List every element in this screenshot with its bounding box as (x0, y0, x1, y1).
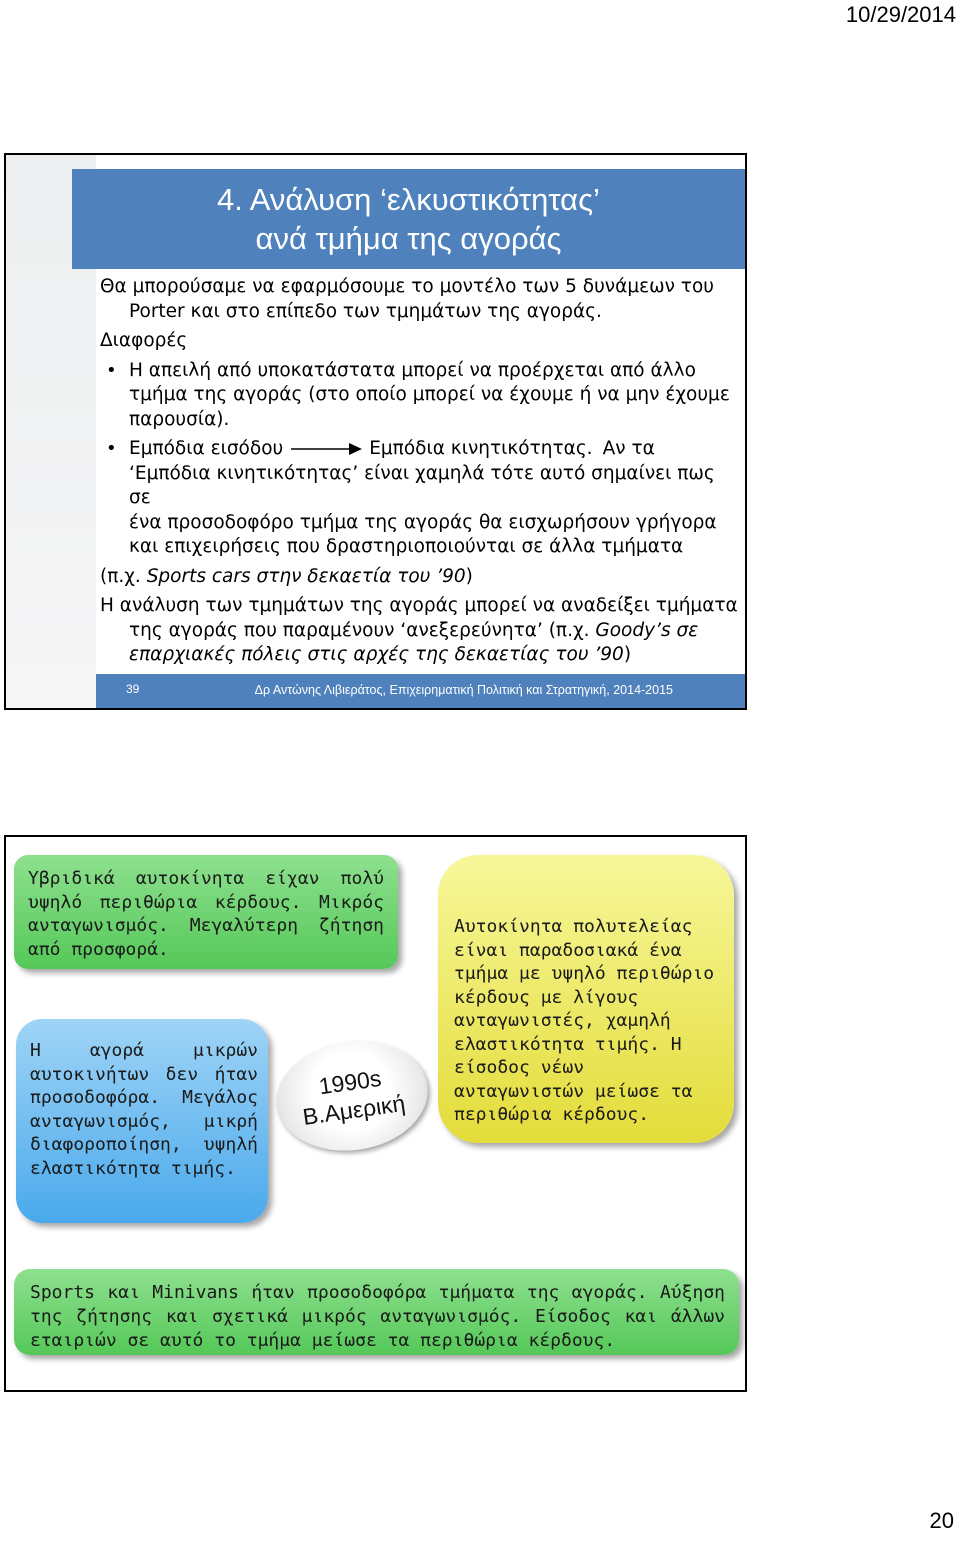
paragraph-segment-line-3-suffix: ) (623, 644, 632, 665)
example-suffix: ) (465, 565, 473, 587)
bullet-barriers (100, 437, 740, 560)
small-cars-box: Η αγορά μικρών αυτοκινήτων δεν ήταν προσοδοφόρα. Μεγάλος ανταγωνισμός, μικρή διαφοροποίηση, υψηλή ελαστικότητα τιμής. (16, 1019, 268, 1223)
right-arrow-icon (289, 442, 363, 456)
bullet-substitutes-line-3: παρουσία). (129, 408, 230, 430)
oval-region: Β.Αμερική (301, 1089, 407, 1130)
bullet-barriers-line-2: ‘Εμπόδια κινητικότητας’ είναι χαμηλά τότε αυτό σημαίνει πως σε (129, 462, 715, 508)
print-date: 10/29/2014 (845, 2, 956, 27)
example-prefix: (π.χ. (100, 565, 147, 587)
example-italic: Sports cars στην δεκαετία του ’90 (146, 565, 466, 587)
sports-minivans-box: Sports και Minivans ήταν προσοδοφόρα τμήματα της αγοράς. Αύξηση της ζήτησης και σχετικά μικρός ανταγωνισμός. Είσοδος και άλλων εταιριών σε αυτό το τμήμα μείωσε τα περιθώρια κέρδους. (14, 1269, 739, 1355)
mobility-barriers-label: Εμπόδια κινητικότητας. (369, 438, 593, 459)
paragraph-segment-line-2-italic: Goody’s σε (595, 619, 699, 641)
barriers-arrow-row (129, 437, 740, 462)
bullet-substitutes-line-2: τμήμα της αγοράς (στο οποίο μπορεί να έχουμε ή να μην έχουμε (129, 384, 730, 405)
slide-title-line-1: 4. Ανάλυση ‘ελκυστικότητας’ (217, 182, 600, 217)
barriers-continuation: Αν τα (602, 438, 655, 459)
paragraph-intro (100, 275, 740, 324)
entry-barriers-label: Εμπόδια εισόδου (129, 438, 284, 459)
paragraph-intro-line-2: Porter και στο επίπεδο των τμημάτων της αγοράς. (129, 300, 602, 322)
bullet-barriers-line-3: ένα προσοδοφόρο τμήμα της αγοράς θα εισχωρήσουν γρήγορα (129, 511, 717, 533)
bullet-substitutes-line-1: Η απειλή από υποκατάστατα μπορεί να προέρχεται από άλλο (129, 359, 696, 381)
slide-2 (4, 835, 747, 1392)
slide-title-line-2: ανά τμήμα της αγοράς (255, 221, 562, 256)
luxury-cars-box: Αυτοκίνητα πολυτελείας είναι παραδοσιακά ένα τμήμα με υψηλό περιθώριο κέρδους με λίγους ανταγωνιστές, χαμηλή ελαστικότητα τιμής. Η είσοδος νέων ανταγωνιστών μείωσε τα περιθώρια κέρδους. (438, 855, 734, 1143)
slide-number: 39 (126, 682, 140, 696)
page-number: 20 (929, 1508, 954, 1533)
slide-body (100, 275, 740, 673)
example-sports-cars (100, 565, 740, 590)
paragraph-segment-line-2: της αγοράς που παραμένουν ‘ανεξερεύνητα’ (π.χ. (129, 619, 596, 641)
bullet-substitutes (100, 359, 740, 433)
decade-region-oval (269, 1032, 435, 1160)
bullet-dot: • (106, 438, 117, 459)
paragraph-segment-line-3-italic: επαρχιακές πόλεις στις αρχές της δεκαετίας του ’90 (129, 644, 624, 665)
slide-title-bar (72, 169, 745, 269)
paragraph-differences: Διαφορές (100, 330, 188, 351)
paragraph-segment-analysis (100, 594, 740, 668)
paragraph-segment-line-1: Η ανάλυση των τμημάτων της αγοράς μπορεί να αναδείξει τμήματα (100, 595, 738, 616)
bullet-barriers-line-4: και επιχειρήσεις που δραστηριοποιούνται σε άλλα τμήματα (129, 536, 684, 557)
paragraph-intro-line-1: Θα μπορούσαμε να εφαρμόσουμε το μοντέλο των 5 δυνάμεων του (100, 276, 714, 297)
oval-decade: 1990s (317, 1064, 383, 1100)
slide-footer-bar (96, 674, 747, 708)
slide-footer-text: Δρ Αντώνης Λιβιεράτος, Επιχειρηματική Πολιτική και Στρατηγική, 2014-2015 (254, 683, 673, 697)
bullet-dot: • (106, 359, 117, 381)
hybrid-cars-box: Υβριδικά αυτοκίνητα είχαν πολύ υψηλό περιθώρια κέρδους. Μικρός ανταγωνισμός. Μεγαλύτερη ζήτηση από προσφορά. (14, 855, 398, 969)
slide-1 (4, 153, 747, 710)
